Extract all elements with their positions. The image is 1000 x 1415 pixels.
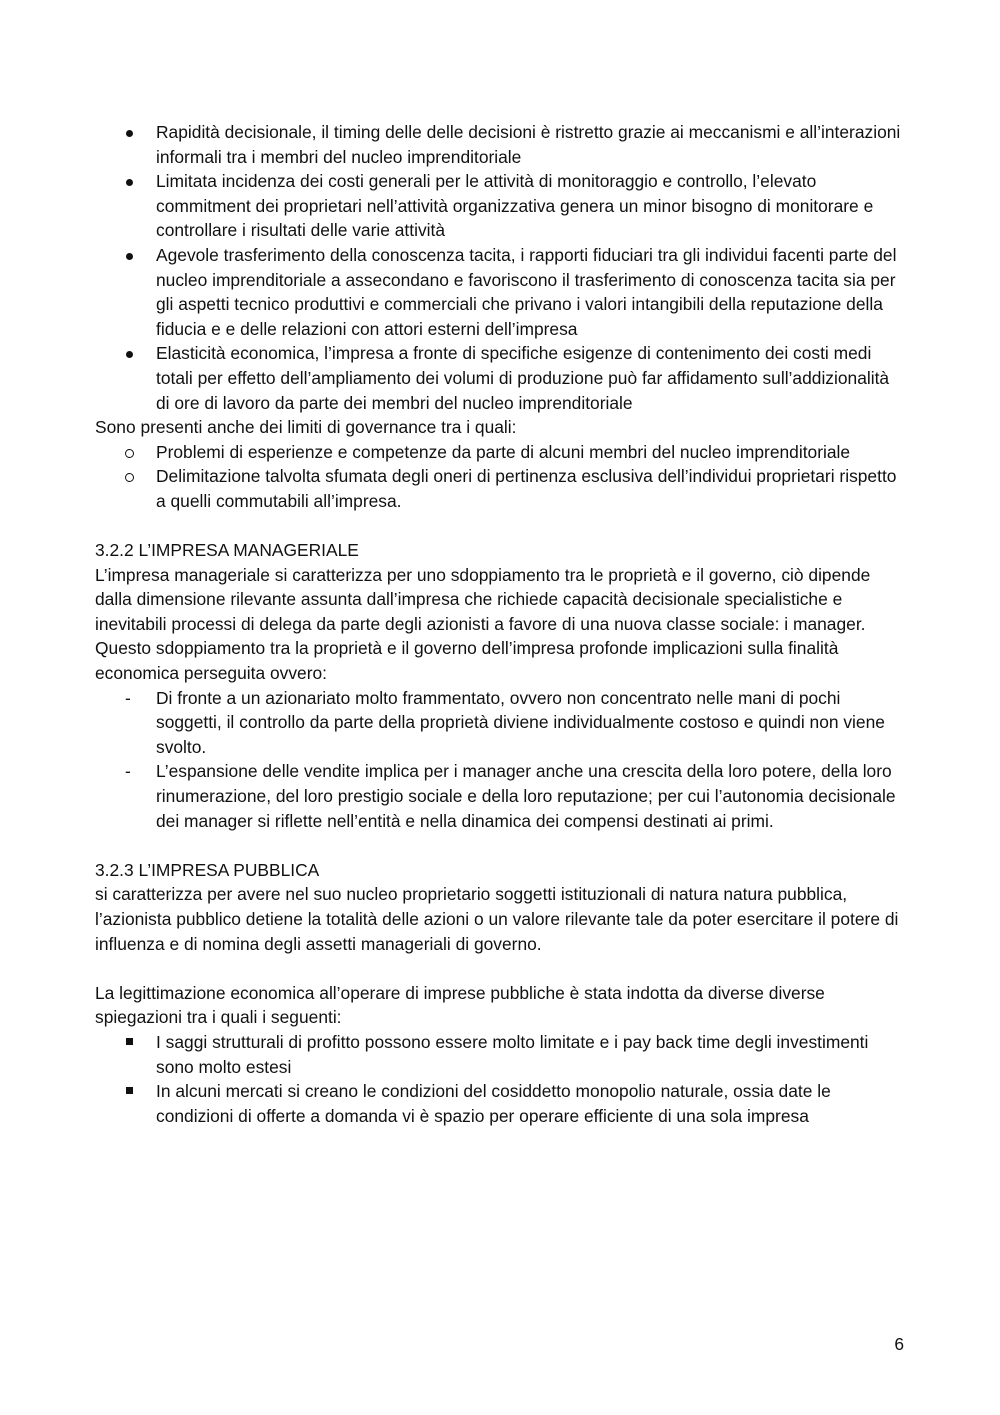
spacer (95, 956, 907, 981)
list-item-text: Problemi di esperienze e competenze da parte di alcuni membri del nucleo imprenditoriale (156, 441, 851, 462)
list-item-text: L’espansione delle vendite implica per i manager anche una crescita della loro potere, della loro rinumerazione, del loro prestigio sociale e della loro reputazione; per cui l’autonomia decisionale dei manager si riflette nell’entità e nella dinamica dei compensi destinati ai primi. (156, 761, 896, 831)
list-item-text: In alcuni mercati si creano le condizioni del cosiddetto monopolio naturale, ossia date le condizioni di offerte a domanda vi è spazio per operare efficiente di una sola impresa (156, 1081, 831, 1126)
list-item-text: Di fronte a un azionariato molto frammentato, ovvero non concentrato nelle mani di pochi soggetti, il controllo da parte della proprietà diviene individualmente costoso e quindi non viene svolto. (156, 687, 885, 757)
list-item (95, 120, 907, 169)
paragraph: L’impresa manageriale si caratterizza per uno sdoppiamento tra le proprietà e il governo, ciò dipende dalla dimensione rilevante assunta dall’impresa che richiede capacità decisionale specialistiche e inevitabili processi di delega da parte degli azionisti a favore di una nuova classe sociale: i manager. (95, 564, 871, 634)
hollow-circle-bullet-icon (125, 449, 134, 458)
paragraph: La legittimazione economica all’operare di imprese pubbliche è stata indotta da diverse diverse spiegazioni tra i quali i seguenti: (95, 982, 825, 1028)
bullet-icon (126, 179, 133, 186)
list-item (95, 169, 907, 243)
paragraph: si caratterizza per avere nel suo nucleo proprietario soggetti istituzionali di natura natura pubblica, l’azionista pubblico detiene la totalità delle azioni o un valore rilevante tale da poter esercitare il potere di influenza e di nomina degli assetti manageriali di governo. (95, 884, 899, 954)
bullet-icon (126, 130, 133, 137)
list-item (95, 243, 907, 341)
list-item (95, 341, 907, 415)
governance-limits-list (95, 440, 907, 514)
bullet-icon (126, 351, 133, 358)
list-item (95, 1030, 907, 1079)
governance-advantages-list (95, 120, 907, 415)
list-item-text: Rapidità decisionale, il timing delle delle decisioni è ristretto grazie ai meccanismi e all’interazioni informali tra i membri del nucleo imprenditoriale (156, 122, 901, 167)
dash-bullet-icon: - (125, 687, 131, 708)
square-bullet-icon (126, 1038, 133, 1045)
page-content (95, 120, 907, 1128)
list-item (95, 440, 907, 465)
page-number: 6 (894, 1334, 904, 1354)
paragraph: Questo sdoppiamento tra la proprietà e il governo dell’impresa profonde implicazioni sulla finalità economica perseguita ovvero: (95, 638, 839, 684)
list-item-text: Elasticità economica, l’impresa a fronte di specifiche esigenze di contenimento dei costi medi totali per effetto dell’ampliamento dei volumi di produzione può far affidamento sull’addizionalità di ore di lavoro da parte dei membri del nucleo imprenditoriale (156, 343, 890, 413)
spacer (95, 833, 907, 858)
list-item (95, 1079, 907, 1128)
list-item-text: Limitata incidenza dei costi generali per le attività di monitoraggio e controllo, l’elevato commitment dei proprietari nell’attività organizzativa genera un minor bisogno di monitorare e controllare i risultati delle varie attività (156, 171, 874, 241)
manager-implications-list (95, 686, 907, 834)
list-item (95, 759, 907, 833)
section-heading-3-2-3: 3.2.3 L’IMPRESA PUBBLICA (95, 859, 320, 880)
list-item-text: Agevole trasferimento della conoscenza tacita, i rapporti fiduciari tra gli individui facenti parte del nucleo imprenditoriale a assecondano e favoriscono il trasferimento di conoscenza tacita sia per gli aspetti tecnico produttivi e commerciali che privano i valori intangibili della reputazione della fiducia e e delle relazioni con attori esterni dell’impresa (156, 244, 897, 339)
list-item (95, 464, 907, 513)
list-item (95, 686, 907, 760)
spacer (95, 514, 907, 539)
limits-intro: Sono presenti anche dei limiti di governance tra i quali: (95, 417, 517, 438)
hollow-circle-bullet-icon (125, 473, 134, 482)
square-bullet-icon (126, 1087, 133, 1094)
section-heading-3-2-2: 3.2.2 L’IMPRESA MANAGERIALE (95, 540, 359, 561)
list-item-text: I saggi strutturali di profitto possono essere molto limitate e i pay back time degli investimenti sono molto estesi (156, 1031, 869, 1077)
list-item-text: Delimitazione talvolta sfumata degli oneri di pertinenza esclusiva dell’individui proprietari rispetto a quelli commutabili all’impresa. (156, 466, 897, 511)
bullet-icon (126, 253, 133, 260)
public-enterprise-reasons-list (95, 1030, 907, 1128)
dash-bullet-icon: - (125, 761, 131, 782)
